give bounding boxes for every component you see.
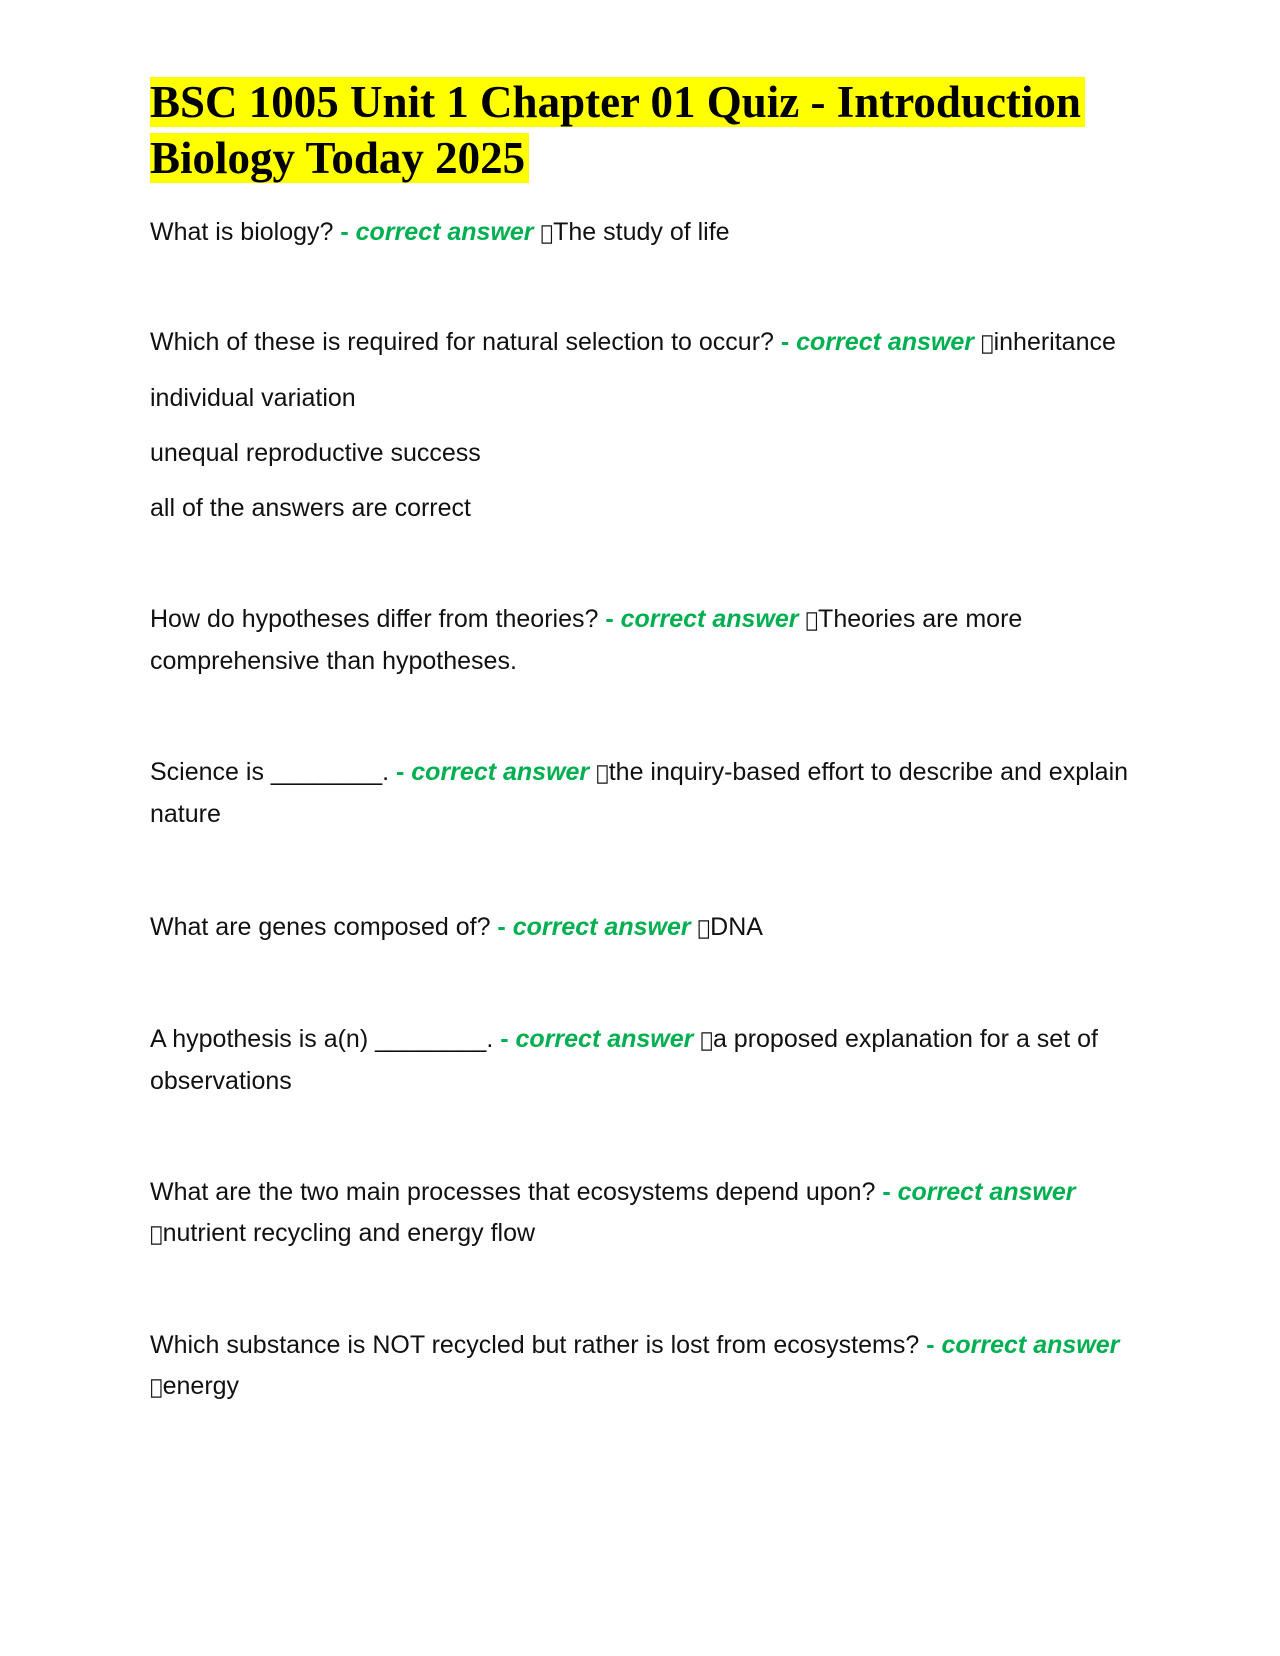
correct-answer-label: correct answer xyxy=(897,1178,1076,1206)
question-text: A hypothesis is a(n) ________. xyxy=(150,1025,494,1053)
separator-dash: - xyxy=(389,758,412,786)
question-text: Which substance is NOT recycled but rather is lost from ecosystems? xyxy=(150,1331,920,1359)
answer-text: energy xyxy=(150,1373,227,1401)
separator-dash: - xyxy=(598,605,621,633)
qa-item-1 xyxy=(150,212,1140,254)
answer-text: a proposed explanation for a set of observations xyxy=(150,1025,1086,1095)
separator-dash: - xyxy=(875,1178,898,1206)
correct-answer-label: correct answer xyxy=(355,218,534,246)
answer-text: the inquiry-based effort to describe and explain nature xyxy=(150,758,1116,828)
question-text: Science is ________. xyxy=(150,758,390,786)
answer-mark-icon xyxy=(596,761,609,785)
qa-item-3 xyxy=(150,599,1140,682)
correct-answer-label: correct answer xyxy=(941,1331,1120,1359)
answer-mark-icon xyxy=(150,1375,163,1399)
qa-item-2 xyxy=(150,322,1140,364)
correct-answer-label: correct answer xyxy=(512,913,691,941)
question-text: What are the two main processes that ecosystems depend upon? xyxy=(150,1178,876,1206)
correct-answer-label: correct answer xyxy=(515,1025,694,1053)
qa-item-4 xyxy=(150,752,1140,835)
question-text: What is biology? xyxy=(150,218,334,246)
separator-dash: - xyxy=(773,328,797,356)
qa-item-8 xyxy=(150,1325,1140,1408)
qa-item-7 xyxy=(150,1172,1140,1255)
document-page xyxy=(150,74,1140,1408)
answer-mark-icon xyxy=(981,331,994,355)
answer-mark-icon xyxy=(700,1028,713,1052)
answer-mark-icon xyxy=(150,1222,163,1246)
separator-dash: - xyxy=(919,1331,942,1359)
answer-mark-icon xyxy=(540,221,553,245)
answer-mark-icon xyxy=(698,916,711,940)
qa-item-6 xyxy=(150,1019,1140,1102)
question-text: What are genes composed of? xyxy=(150,913,491,941)
answer-extra-line-2: unequal reproductive success xyxy=(150,439,481,467)
answer-text: inheritance xyxy=(980,328,1104,356)
separator-dash: - xyxy=(333,218,356,246)
correct-answer-label: correct answer xyxy=(796,328,975,356)
correct-answer-label: correct answer xyxy=(620,605,799,633)
separator-dash: - xyxy=(493,1025,516,1053)
answer-extra-line-3: all of the answers are correct xyxy=(150,494,471,522)
answer-text: nutrient recycling and energy flow xyxy=(150,1220,523,1248)
answer-text: Theories are more comprehensive than hypotheses. xyxy=(150,605,1010,675)
question-text: How do hypotheses differ from theories? xyxy=(150,605,599,633)
answer-text: The study of life xyxy=(540,218,717,246)
title-highlight: BSC 1005 Unit 1 Chapter 01 Quiz - Introduction Biology Today 2025 xyxy=(150,77,1085,183)
answer-extra-line-1: individual variation xyxy=(150,384,356,412)
correct-answer-label: correct answer xyxy=(411,758,590,786)
answer-text: DNA xyxy=(697,913,751,941)
separator-dash: - xyxy=(490,913,513,941)
document-title xyxy=(150,74,1140,186)
answer-mark-icon xyxy=(805,608,818,632)
qa-item-5 xyxy=(150,907,1140,949)
question-text: Which of these is required for natural selection to occur? xyxy=(150,328,774,356)
